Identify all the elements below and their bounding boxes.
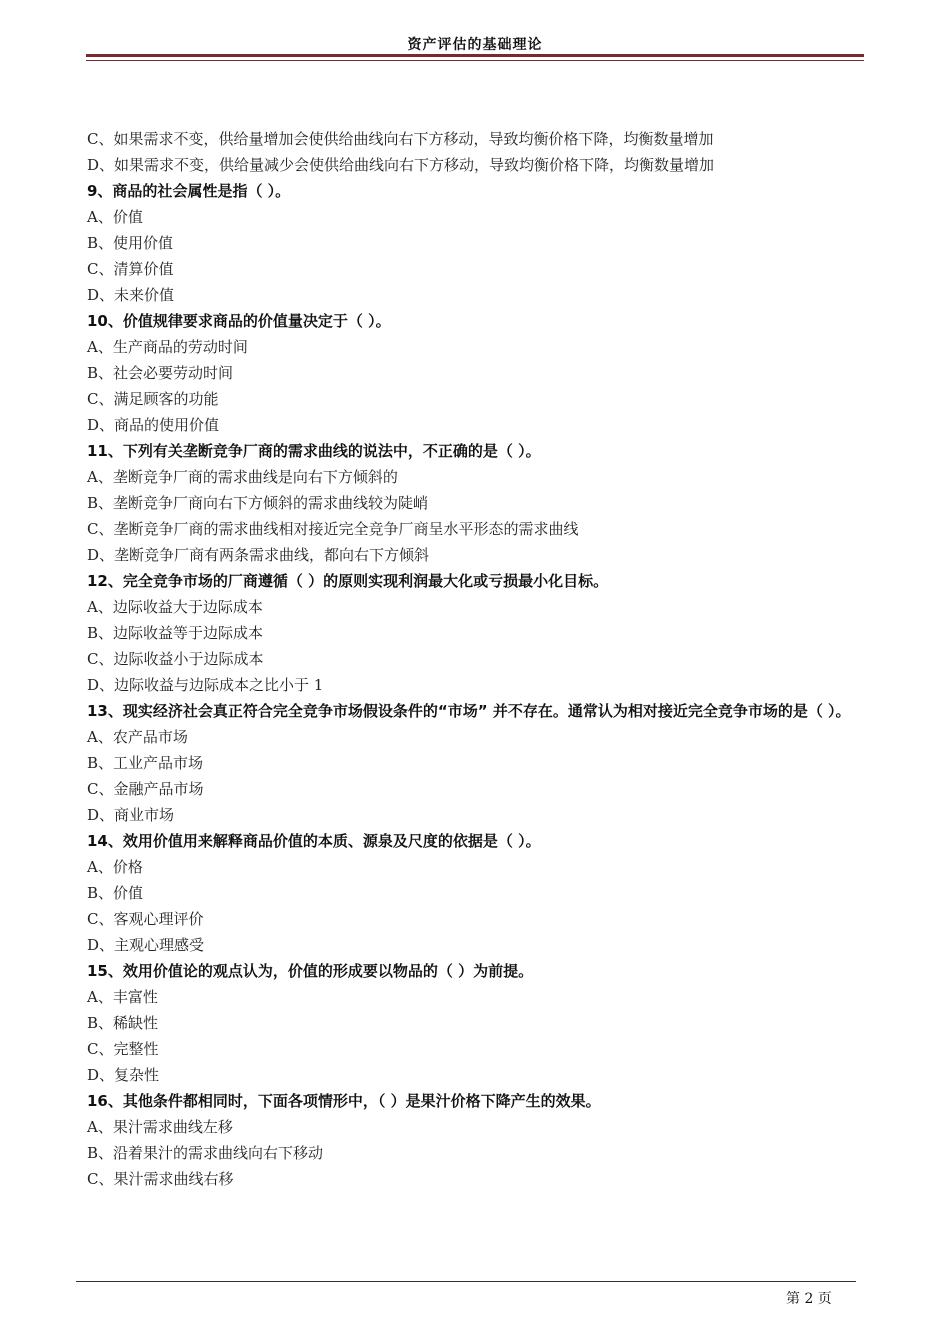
answer-option: C、金融产品市场 xyxy=(87,780,204,798)
answer-option: C、边际收益小于边际成本 xyxy=(87,650,264,668)
page-header-title: 资产评估的基础理论 xyxy=(407,37,543,53)
answer-option: D、垄断竞争厂商有两条需求曲线，都向右下方倾斜 xyxy=(87,546,430,564)
answer-option: C、满足顾客的功能 xyxy=(87,390,219,408)
answer-option: C、果汁需求曲线右移 xyxy=(87,1170,234,1188)
answer-option: C、清算价值 xyxy=(87,260,174,278)
answer-option: C、如果需求不变，供给量增加会使供给曲线向右下方移动，导致均衡价格下降，均衡数量增加 xyxy=(87,130,714,148)
answer-option: A、果汁需求曲线左移 xyxy=(87,1118,233,1136)
question-stem: 11、下列有关垄断竞争厂商的需求曲线的说法中，不正确的是（ ）。 xyxy=(87,442,541,460)
question-stem: 9、商品的社会属性是指（ ）。 xyxy=(87,182,291,200)
answer-option: C、完整性 xyxy=(87,1040,159,1058)
answer-option: B、边际收益等于边际成本 xyxy=(87,624,264,642)
answer-option: A、农产品市场 xyxy=(87,728,188,746)
answer-option: A、边际收益大于边际成本 xyxy=(87,598,263,616)
answer-option: C、垄断竞争厂商的需求曲线相对接近完全竞争厂商呈水平形态的需求曲线 xyxy=(87,520,579,538)
page-number: 第 2 页 xyxy=(786,1291,832,1307)
answer-option: C、客观心理评价 xyxy=(87,910,204,928)
answer-option: D、如果需求不变，供给量减少会使供给曲线向右下方移动，导致均衡价格下降，均衡数量增加 xyxy=(87,156,715,174)
question-stem: 15、效用价值论的观点认为，价值的形成要以物品的（ ）为前提。 xyxy=(87,962,534,980)
answer-option: D、边际收益与边际成本之比小于 1 xyxy=(87,676,324,694)
answer-option: B、使用价值 xyxy=(87,234,174,252)
answer-option: D、主观心理感受 xyxy=(87,936,205,954)
answer-option: B、价值 xyxy=(87,884,144,902)
answer-option: B、垄断竞争厂商向右下方倾斜的需求曲线较为陡峭 xyxy=(87,494,429,512)
answer-option: A、生产商品的劳动时间 xyxy=(87,338,248,356)
answer-option: A、垄断竞争厂商的需求曲线是向右下方倾斜的 xyxy=(87,468,398,486)
answer-option: D、商品的使用价值 xyxy=(87,416,220,434)
question-stem: 16、其他条件都相同时，下面各项情形中，（ ）是果汁价格下降产生的效果。 xyxy=(87,1092,601,1110)
question-stem: 14、效用价值用来解释商品价值的本质、源泉及尺度的依据是（ ）。 xyxy=(87,832,541,850)
answer-option: A、价格 xyxy=(87,858,143,876)
question-stem: 12、完全竞争市场的厂商遵循（ ）的原则实现利润最大化或亏损最小化目标。 xyxy=(87,572,609,590)
document-body xyxy=(87,126,857,1192)
answer-option: D、复杂性 xyxy=(87,1066,160,1084)
answer-option: A、丰富性 xyxy=(87,988,158,1006)
answer-option: A、价值 xyxy=(87,208,143,226)
answer-option: B、稀缺性 xyxy=(87,1014,159,1032)
answer-option: B、社会必要劳动时间 xyxy=(87,364,234,382)
question-stem: 10、价值规律要求商品的价值量决定于（ ）。 xyxy=(87,312,391,330)
footer-divider xyxy=(76,1281,856,1282)
answer-option: B、沿着果汁的需求曲线向右下移动 xyxy=(87,1144,324,1162)
question-stem: 13、现实经济社会真正符合完全竞争市场假设条件的“市场” 并不存在。通常认为相对接近完全竞争市场的是（ ）。 xyxy=(87,702,851,720)
answer-option: D、商业市场 xyxy=(87,806,175,824)
answer-option: D、未来价值 xyxy=(87,286,175,304)
answer-option: B、工业产品市场 xyxy=(87,754,204,772)
header-divider xyxy=(86,54,864,61)
